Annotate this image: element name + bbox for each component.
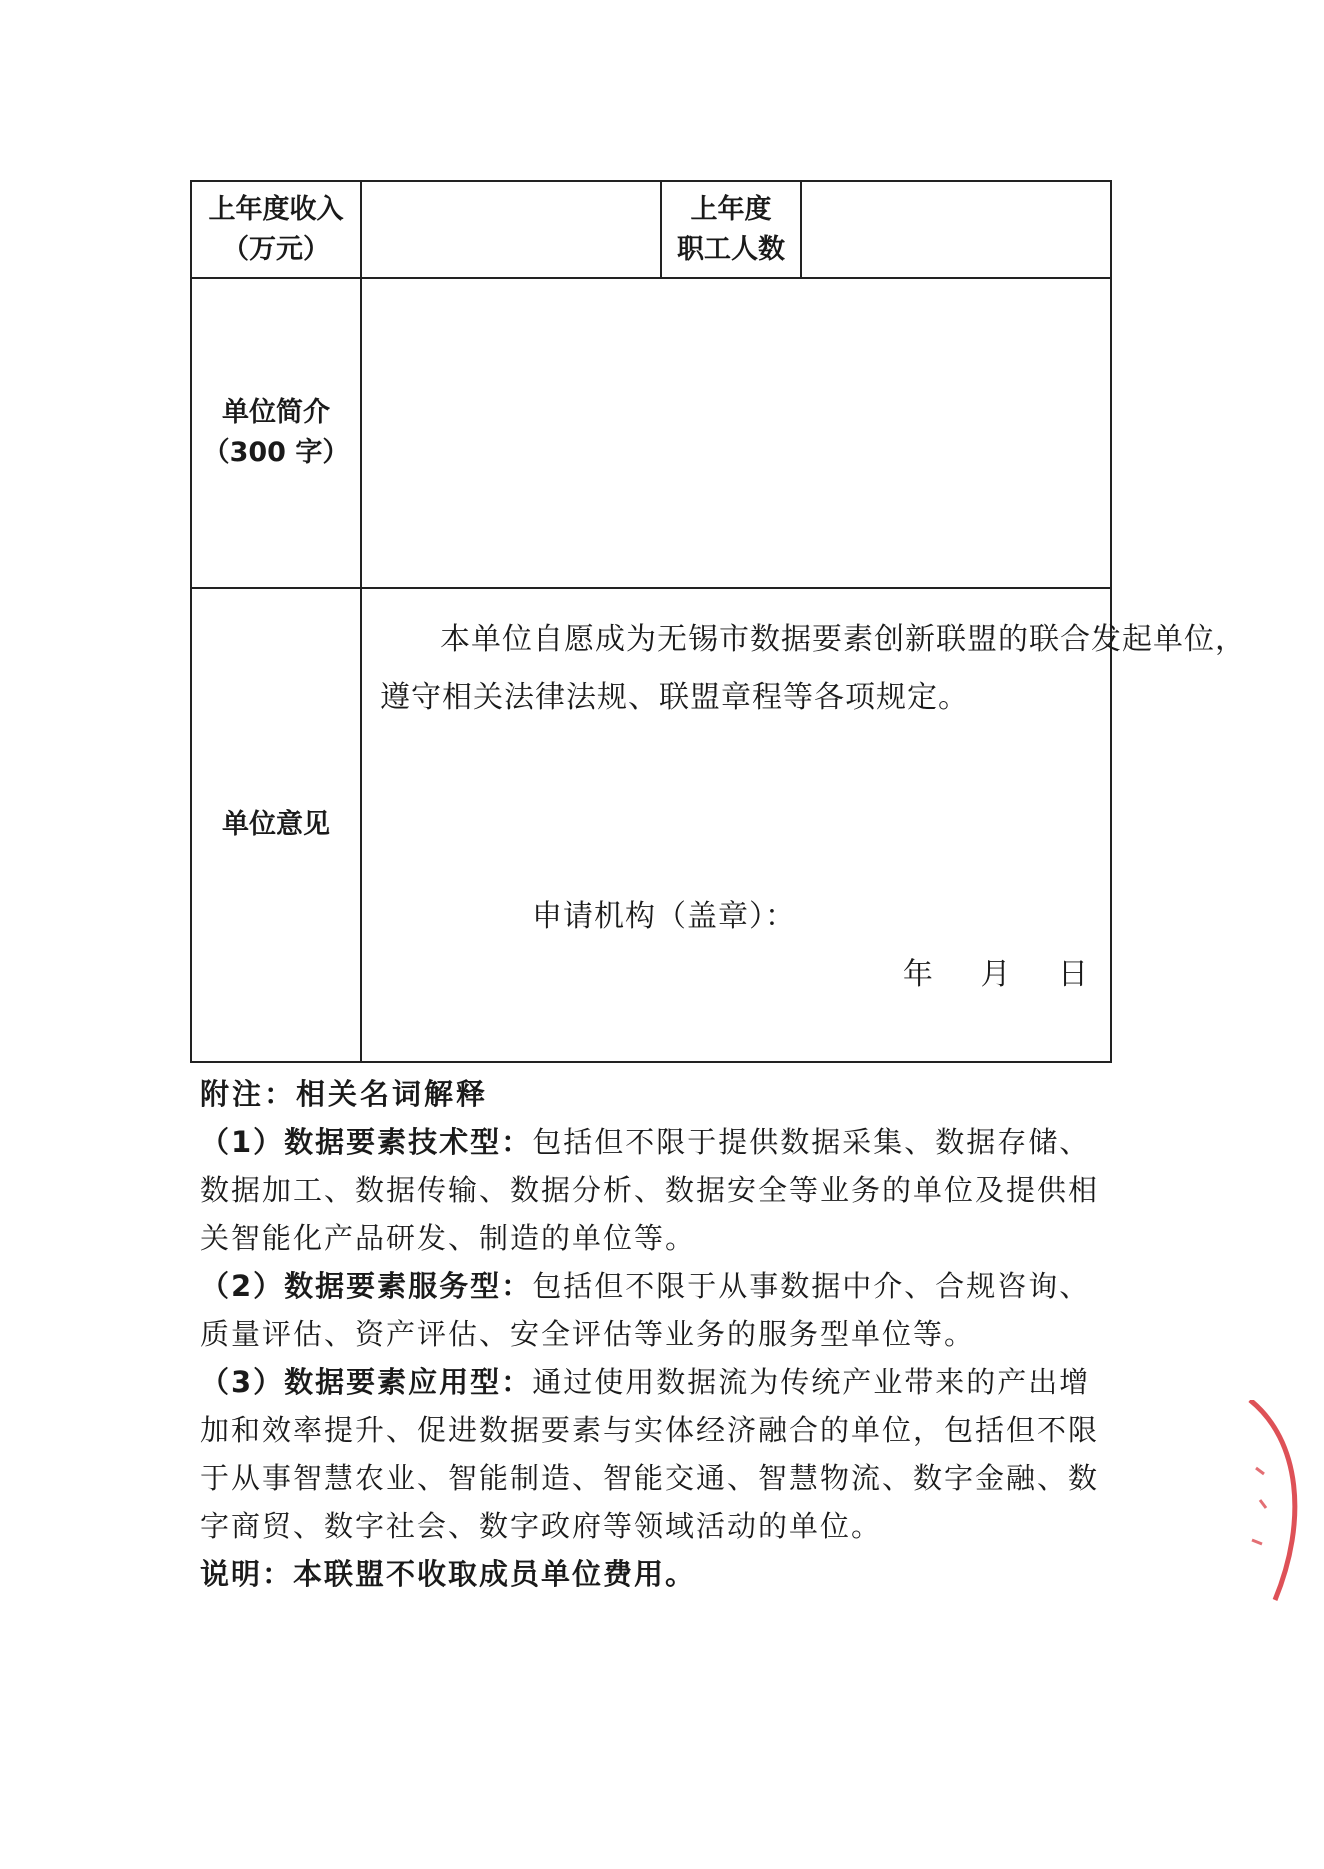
intro-label: 单位简介 bbox=[222, 397, 330, 428]
partial-seal-stamp bbox=[1230, 1400, 1324, 1620]
date-year: 年 bbox=[902, 957, 933, 992]
declaration-text: 本单位自愿成为无锡市数据要素创新联盟的联合发起单位，遵守相关法律法规、联盟章程等各项规定。 bbox=[380, 622, 1246, 715]
staff-label-cell bbox=[661, 181, 801, 278]
notes-title: 附注：相关名词解释 bbox=[200, 1077, 489, 1111]
date-day: 日 bbox=[1058, 957, 1088, 992]
note-item-2 bbox=[200, 1262, 1120, 1358]
note-term-1: （1）数据要素技术型： bbox=[200, 1125, 533, 1159]
note-term-2: （2）数据要素服务型： bbox=[200, 1269, 533, 1303]
income-label-cell bbox=[191, 181, 361, 278]
opinion-cell bbox=[361, 588, 1246, 1062]
signer-label: 申请机构（盖章）： bbox=[532, 899, 796, 934]
intro-value-field[interactable] bbox=[361, 278, 1111, 588]
intro-label-cell bbox=[191, 278, 361, 588]
note-item-3 bbox=[200, 1358, 1120, 1550]
fee-remark: 说明：本联盟不收取成员单位费用。 bbox=[200, 1557, 697, 1591]
staff-label-line1: 上年度 bbox=[690, 193, 772, 225]
opinion-label: 单位意见 bbox=[191, 588, 361, 1062]
note-text-2: 包括但不限于从事数据中介、合规咨询、质量评估、资产评估、安全评估等业务的服务型单位等。 bbox=[200, 1269, 1091, 1351]
note-text-1: 包括但不限于提供数据采集、数据存储、数据加工、数据传输、数据分析、数据安全等业务的单位及提供相关智能化产品研发、制造的单位等。 bbox=[200, 1125, 1100, 1255]
intro-row bbox=[191, 278, 1111, 588]
staff-value-field[interactable] bbox=[801, 181, 1111, 278]
income-value-field[interactable] bbox=[361, 181, 661, 278]
income-unit: （万元） bbox=[222, 233, 330, 265]
note-item-1 bbox=[200, 1118, 1120, 1262]
note-text-3: 通过使用数据流为传统产业带来的产出增加和效率提升、促进数据要素与实体经济融合的单位，包括但不限于从事智慧农业、智能制造、智能交通、智慧物流、数字金融、数字商贸、数字社会、数字政府等领域活动的单位。 bbox=[200, 1365, 1100, 1543]
note-term-3: （3）数据要素应用型： bbox=[200, 1365, 533, 1399]
intro-word-limit: （300 字） bbox=[202, 437, 350, 468]
date-line bbox=[865, 949, 1088, 993]
application-form-table bbox=[190, 180, 1246, 1063]
staff-label-line2: 职工人数 bbox=[677, 233, 785, 265]
income-row bbox=[191, 181, 1111, 278]
notes-section bbox=[200, 1070, 1120, 1598]
income-label: 上年度收入 bbox=[208, 193, 344, 225]
date-month: 月 bbox=[980, 957, 1011, 992]
opinion-row bbox=[191, 588, 1111, 1062]
